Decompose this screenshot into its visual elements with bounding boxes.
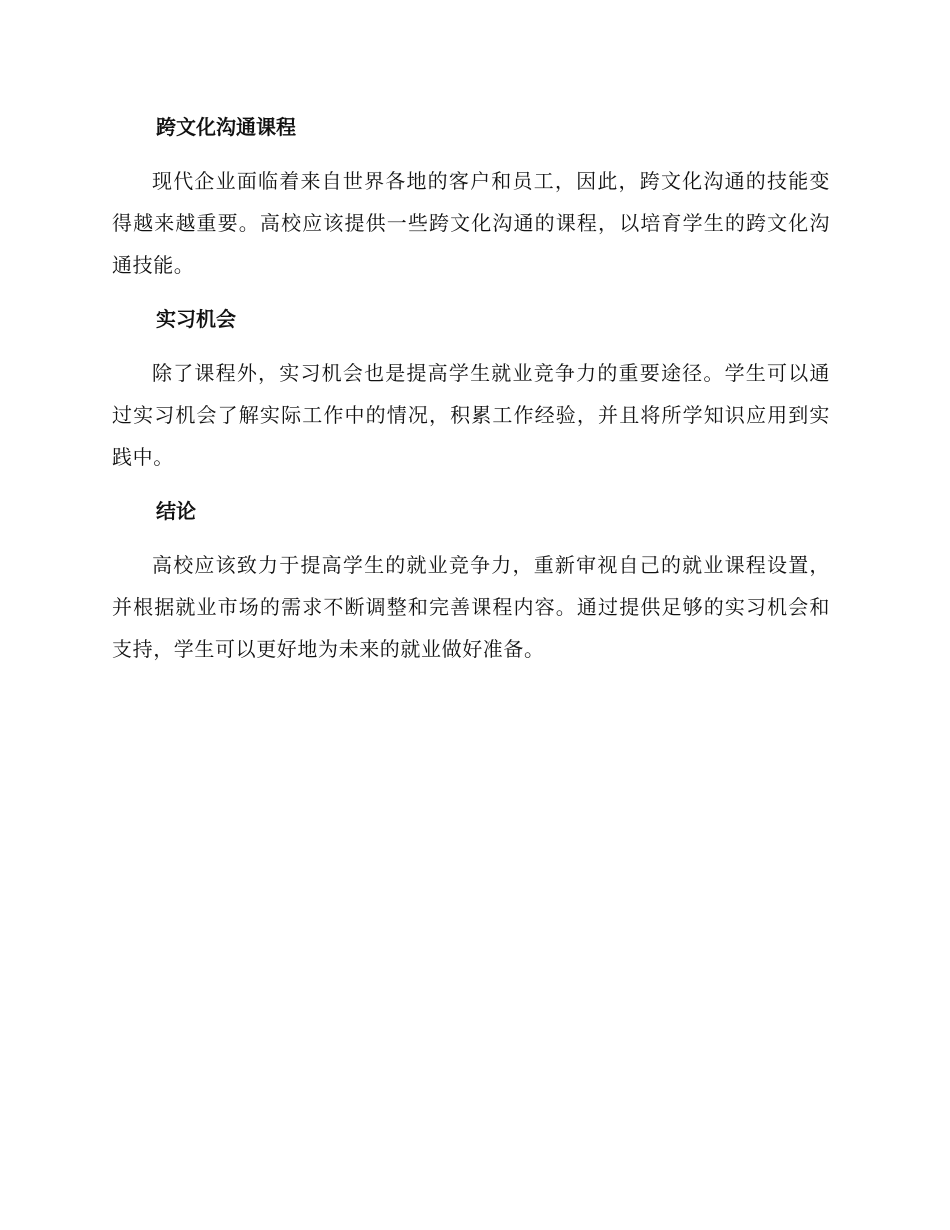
section-cross-cultural-course [112,108,830,286]
section-heading: 跨文化沟通课程 [156,115,296,139]
section-internship [112,300,830,478]
section-paragraph: 现代企业面临着来自世界各地的客户和员工，因此，跨文化沟通的技能变得越来越重要。高校应该提供一些跨文化沟通的课程，以培育学生的跨文化沟通技能。 [112,169,830,277]
section-paragraph: 除了课程外，实习机会也是提高学生就业竞争力的重要途径。学生可以通过实习机会了解实际工作中的情况，积累工作经验，并且将所学知识应用到实践中。 [112,361,830,469]
section-conclusion [112,492,830,670]
document-page [112,108,830,670]
section-paragraph: 高校应该致力于提高学生的就业竞争力，重新审视自己的就业课程设置，并根据就业市场的需求不断调整和完善课程内容。通过提供足够的实习机会和支持，学生可以更好地为未来的就业做好准备。 [112,553,830,661]
section-heading: 实习机会 [156,307,236,331]
section-heading: 结论 [156,499,196,523]
